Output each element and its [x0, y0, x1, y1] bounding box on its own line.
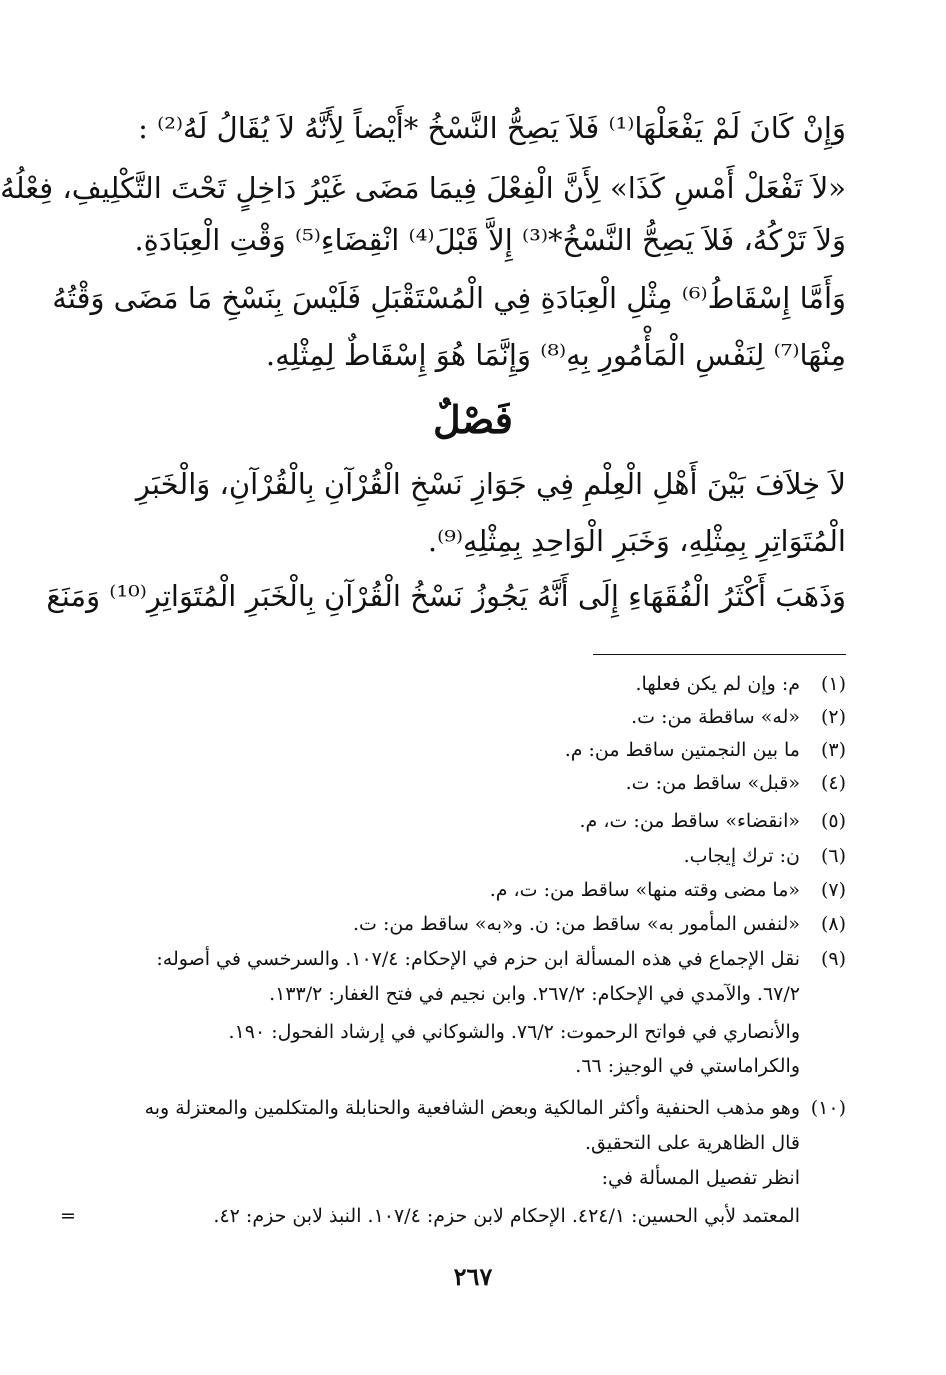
footnote-10	[101, 1093, 846, 1123]
footnote-number: (١)	[820, 673, 846, 695]
body-line-5: مِنْهَا⁽⁷⁾ لِنَفْسِ الْمَأْمُورِ بِهِ⁽⁸⁾ وَإِنَّمَا هُوَ إِسْقَاطٌ لِمِثْلِهِ.	[265, 338, 846, 372]
footnote-text: نقل الإجماع في هذه المسألة ابن حزم في الإحكام: ١٠٧/٤. والسرخسي في أصوله:	[156, 948, 800, 970]
footnote-text: ن: ترك إيجاب.	[683, 845, 800, 867]
footnote-number: (٨)	[820, 913, 846, 935]
footnote-number: (١٠)	[810, 1097, 846, 1119]
footnote-2	[101, 702, 846, 732]
footnote-text: ما بين النجمتين ساقط من: م.	[564, 739, 800, 761]
footnote-number: (٧)	[820, 879, 846, 901]
page-number: ٢٦٧	[453, 1262, 493, 1291]
body-line-3: وَلاَ تَرْكُهُ، فَلاَ يَصِحُّ النَّسْخُ*⁽³⁾ إِلاَّ قَبْلَ⁽⁴⁾ انْقِضَاءِ⁽⁵⁾ وَقْتِ الْعِبَادَةِ.	[134, 223, 846, 257]
footnote-number: (٦)	[820, 845, 846, 867]
footnote-text: «انقضاء» ساقط من: ت، م.	[579, 810, 800, 832]
body-line-8: وَذَهَبَ أَكْثَرُ الْفُقَهَاءِ إِلَى أَنَّهُ يَجُوزُ نَسْخُ الْقُرْآنِ بِالْخَبَرِ الْمُتَوَاتِرِ⁽¹⁰⁾ وَمَنَعَ	[46, 579, 846, 613]
footnote-4	[101, 768, 846, 798]
section-heading: فَصْلٌ	[433, 397, 513, 442]
footnote-number: (٤)	[820, 772, 846, 794]
footnote-3	[101, 735, 846, 765]
footnote-9-line-4: والكراماستي في الوجيز: ٦٦.	[575, 1055, 800, 1077]
footnote-6	[101, 841, 846, 871]
footnote-separator	[593, 654, 846, 655]
footnote-5	[101, 806, 846, 836]
footnote-text: «له» ساقطة من: ت.	[631, 706, 800, 728]
footnote-9-line-2: ٦٧/٢. والآمدي في الإحكام: ٢٦٧/٢. وابن نجيم في فتح الغفار: ١٣٣/٢.	[269, 983, 800, 1005]
body-line-2: «لاَ تَفْعَلْ أَمْسِ كَذَا» لِأَنَّ الْفِعْلَ فِيمَا مَضَى غَيْرُ دَاخِلٍ تَحْتَ التَّكْلِيفِ، فِعْلُهُ	[0, 171, 846, 205]
footnote-number: (٢)	[820, 706, 846, 728]
footnote-10-line-2: قال الظاهرية على التحقيق.	[585, 1132, 800, 1154]
body-line-4: وَأَمَّا إِسْقَاطُ⁽⁶⁾ مِثْلِ الْعِبَادَةِ فِي الْمُسْتَقْبَلِ فَلَيْسَ بِنَسْخِ مَا مَضَى وَقْتُهُ	[52, 281, 846, 315]
body-line-7: الْمُتَوَاتِرِ بِمِثْلِهِ، وَخَبَرِ الْوَاحِدِ بِمِثْلِهِ⁽⁹⁾.	[427, 524, 846, 558]
footnote-number: (٣)	[820, 739, 846, 761]
footnote-text: وهو مذهب الحنفية وأكثر المالكية وبعض الشافعية والحنابلة والمتكلمين والمعتزلة وبه	[144, 1097, 800, 1119]
footnote-8	[101, 909, 846, 939]
body-line-6: لاَ خِلاَفَ بَيْنَ أَهْلِ الْعِلْمِ فِي جَوَازِ نَسْخِ الْقُرْآنِ بِالْقُرْآنِ، وَالْخَبَرِ	[135, 467, 846, 501]
footnote-text: «قبل» ساقط من: ت.	[625, 772, 800, 794]
footnote-text: م: وإن لم يكن فعلها.	[635, 673, 800, 695]
continuation-mark: =	[60, 1205, 76, 1227]
footnote-number: (٩)	[820, 948, 846, 970]
footnote-10-line-3: انظر تفصيل المسألة في:	[601, 1167, 800, 1189]
footnote-9	[101, 944, 846, 974]
footnote-10-line-4: المعتمد لأبي الحسين: ٤٢٤/١. الإحكام لابن حزم: ١٠٧/٤. النبذ لابن حزم: ٤٢.	[213, 1205, 800, 1227]
footnote-1	[101, 669, 846, 699]
footnote-text: «ما مضى وقته منها» ساقط من: ت، م.	[489, 879, 800, 901]
footnote-text: «لنفس المأمور به» ساقط من: ن. و«به» ساقط من: ت.	[352, 913, 800, 935]
footnote-7	[101, 875, 846, 905]
footnote-9-line-3: والأنصاري في فواتح الرحموت: ٧٦/٢. والشوكاني في إرشاد الفحول: ١٩٠.	[228, 1021, 800, 1043]
footnote-number: (٥)	[820, 810, 846, 832]
body-line-1: وَإِنْ كَانَ لَمْ يَفْعَلْهَا⁽¹⁾ فَلاَ يَصِحُّ النَّسْخُ *أَيْضاً لِأَنَّهُ لاَ يُقَالُ لَهُ⁽²⁾ :	[138, 111, 846, 145]
